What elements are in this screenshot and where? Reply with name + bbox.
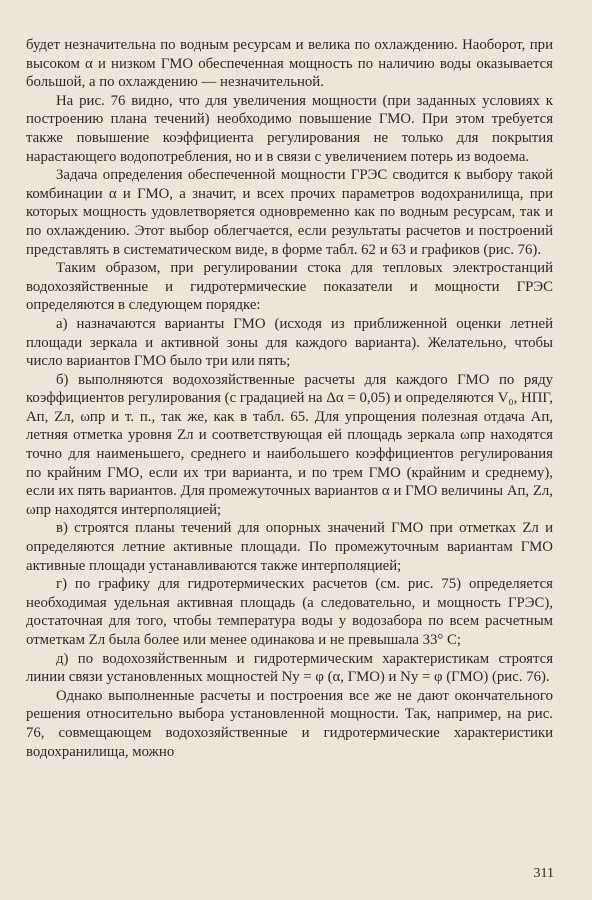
paragraph: будет незначительна по водным ресурсам и велика по охлаждению. Наоборот, при высоком α и низком ГМО обеспеченная мощность по наличию воды оказывается большой, а по охлаждению — незначительной. [26, 37, 553, 91]
paragraph: На рис. 76 видно, что для увеличения мощности (при заданных условиях к построению плана течений) необходимо повышение ГМО. При этом требуется также повышение коэффициента регулирования не только для покрытия нарастающего водопотребления, но и в связи с увеличением потерь из водоема. [26, 92, 553, 165]
list-item: а) назначаются варианты ГМО (исходя из приближенной оценки летней площади зеркала и активной зоны для каждого варианта). Желательно, чтобы число вариантов ГМО было три или пять; [26, 315, 553, 370]
list-item: б) выполняются водохозяйственные расчеты для каждого ГМО по ряду коэффициентов регулирования (с градацией на Δα = 0,05) и определяются V₀, НПГ, Aп, Zл, ωпр и т. п., так же, как в табл. 65. Для упрощения полезная отдача Aп, летняя отметка уровня Zл и соответствующая ей площадь зеркала ωпр находятся точно для наименьшего, среднего и наибольшего коэффициентов регулирования по крайним ГМО, если их три варианта, и по трем ГМО (крайним и среднему), если их пять вариантов. Для промежуточных вариантов α и ГМО величины Aп, Zл, ωпр находятся интерполяцией; [26, 371, 553, 518]
paragraph: Однако выполненные расчеты и построения все же не дают окончательного решения относительно выбора установленной мощности. Так, например, на рис. 76, совмещающем водохозяйственные и гидротермические характеристики водохранилища, можно [26, 687, 553, 760]
paragraph: Таким образом, при регулировании стока для тепловых электростанций водохозяйственные и гидротермические показатели и мощности ГРЭС определяются в следующем порядке: [26, 260, 553, 314]
paragraph: Задача определения обеспеченной мощности ГРЭС сводится к выбору такой комбинации α и ГМО, а значит, и всех прочих параметров водохранилища, при которых мощность удовлетворяется одновременно как по водным ресурсам, так и по охлаждению. Этот выбор облегчается, если результаты расчетов и построений представлять в систематическом виде, в форме табл. 62 и 63 и графиков (рис. 76). [26, 167, 553, 258]
list-item: в) строятся планы течений для опорных значений ГМО при отметках Zл и определяются летние активные площади. По промежуточным вариантам ГМО активные площади устанавливаются также интерполяцией; [26, 520, 553, 574]
page-number: 311 [533, 866, 554, 881]
page-text [26, 36, 553, 761]
list-item: д) по водохозяйственным и гидротермическим характеристикам строятся линии связи установленных мощностей Nу = φ (α, ГМО) и Nу = φ (ГМО) (рис. 76). [26, 650, 553, 686]
list-item: г) по графику для гидротермических расчетов (см. рис. 75) определяется необходимая удельная активная площадь (а следовательно, и мощность ГРЭС), достаточная для того, чтобы температура воды у водозабора по всем расчетным отметкам Zл была более или менее одинакова и не превышала 33° С; [26, 576, 553, 648]
